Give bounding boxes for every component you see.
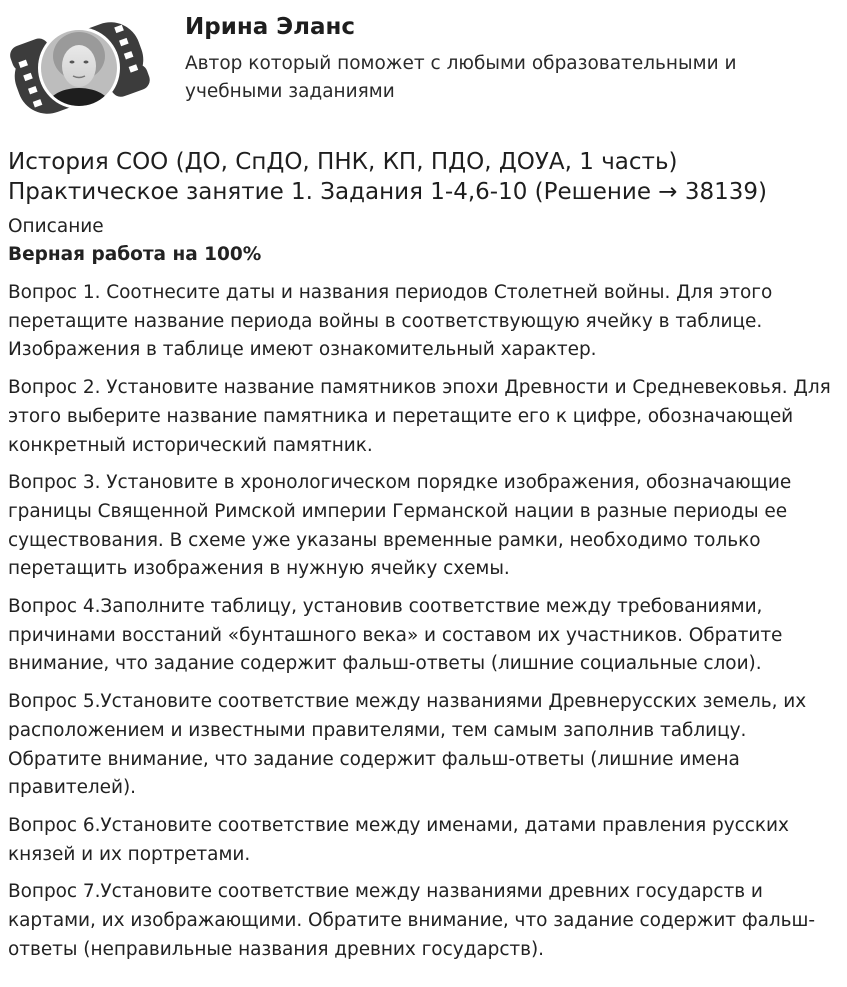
work-title (8, 147, 840, 207)
question-7: Вопрос 7.Установите соответствие между названиями древних государств и картами, их изображающими. Обратите внимание, что задание содержит фальш-ответы (неправильные названия древних государств). (8, 881, 816, 960)
author-header (0, 0, 847, 140)
work-title-line-2: Практическое занятие 1. Задания 1-4,6-10 (Решение → 38139) (8, 179, 768, 205)
description-label: Описание (8, 216, 104, 237)
author-name[interactable]: Ирина Эланс (185, 14, 356, 40)
description-highlight: Верная работа на 100% (8, 244, 262, 265)
question-1: Вопрос 1. Соотнесите даты и названия периодов Столетней войны. Для этого перетащите название периода войны в соответствующую ячейку в таблице. Изображения в таблице имеют ознакомительный характер. (8, 282, 773, 361)
question-6: Вопрос 6.Установите соответствие между именами, датами правления русских князей и их портретами. (8, 814, 789, 865)
work-title-line-1: История СОО (ДО, СпДО, ПНК, КП, ПДО, ДОУА, 1 часть) (8, 149, 678, 175)
author-avatar[interactable] (6, 6, 152, 128)
question-4: Вопрос 4.Заполните таблицу, установив соответствие между требованиями, причинами восстаний «бунташного века» и составом их участников. Обратите внимание, что задание содержит фальш-ответы (лишние социальные слои). (8, 596, 783, 675)
work-content (8, 147, 840, 973)
question-5: Вопрос 5.Установите соответствие между названиями Древнерусских земель, их расположением и известными правителями, тем самым заполнив таблицу. Обратите внимание, что задание содержит фальш-ответы (лишние имена правителей). (8, 691, 807, 799)
author-bio: Автор который поможет с любыми образовательными и учебными заданиями (185, 53, 737, 102)
question-2: Вопрос 2. Установите название памятников эпохи Древности и Средневековья. Для этого выберите название памятника и перетащите его к цифре, обозначающей конкретный исторический памятник. (8, 377, 831, 456)
question-3: Вопрос 3. Установите в хронологическом порядке изображения, обозначающие границы Священной Римской империи Германской нации в разные периоды ее существования. В схеме уже указаны временные рамки, необходимо только перетащить изображения в нужную ячейку схемы. (8, 472, 792, 580)
